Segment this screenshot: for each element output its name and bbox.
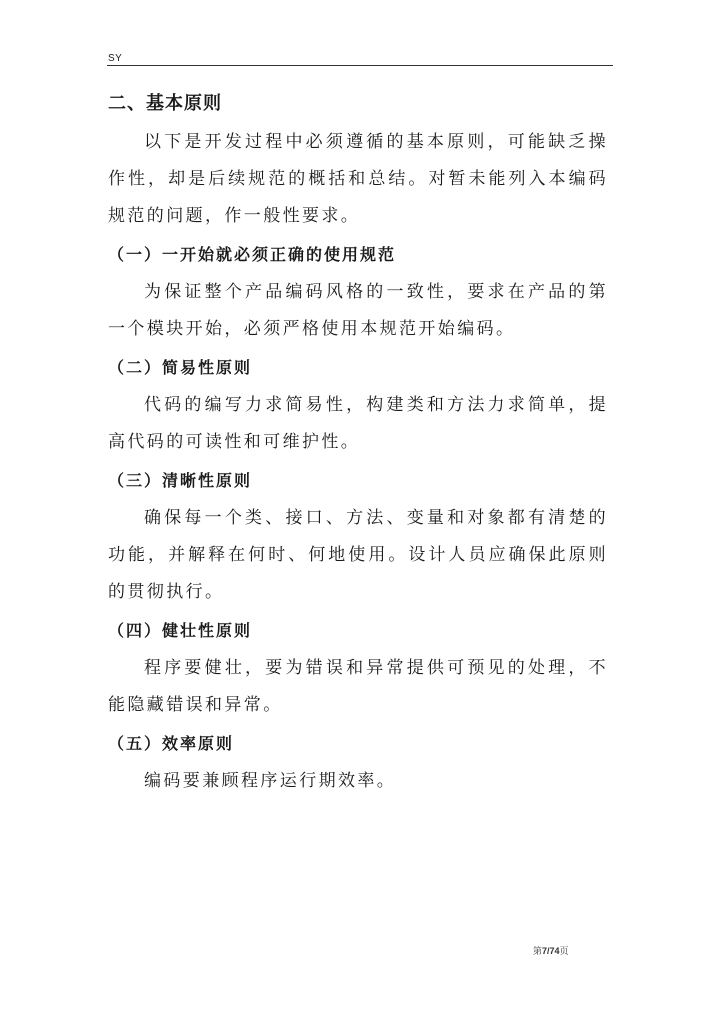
footer-suffix: 页 bbox=[559, 946, 569, 956]
subsection-title-2: （二）简易性原则 bbox=[108, 358, 253, 377]
subsection-title-1: （一）一开始就必须正确的使用规范 bbox=[108, 245, 397, 264]
footer-prefix: 第 bbox=[533, 946, 543, 956]
page-content bbox=[108, 86, 608, 800]
subsection-body-1: 为保证整个产品编码风格的一致性，要求在产品的第一个模块开始，必须严格使用本规范开始编码。 bbox=[108, 282, 608, 339]
header-text: SY bbox=[108, 53, 123, 64]
subsection-body-3: 确保每一个类、接口、方法、变量和对象都有清楚的功能，并解释在何时、何地使用。设计人员应确保此原则的贯彻执行。 bbox=[108, 508, 608, 602]
page-footer bbox=[533, 944, 569, 957]
subsection-title-5: （五）效率原则 bbox=[108, 734, 235, 753]
section-intro: 以下是开发过程中必须遵循的基本原则，可能缺乏操作性，却是后续规范的概括和总结。对暂未能列入本编码规范的问题，作一般性要求。 bbox=[108, 132, 608, 226]
subsection-title-4: （四）健壮性原则 bbox=[108, 621, 253, 640]
header-rule bbox=[107, 65, 613, 66]
page-number: 7/74 bbox=[542, 946, 560, 956]
subsection-title-3: （三）清晰性原则 bbox=[108, 471, 253, 490]
subsection-body-2: 代码的编写力求简易性，构建类和方法力求简单，提高代码的可读性和可维护性。 bbox=[108, 395, 608, 452]
subsection-body-4: 程序要健壮，要为错误和异常提供可预见的处理，不能隐藏错误和异常。 bbox=[108, 658, 608, 715]
subsection-body-5: 编码要兼顾程序运行期效率。 bbox=[144, 771, 397, 791]
section-title: 二、基本原则 bbox=[108, 93, 222, 114]
